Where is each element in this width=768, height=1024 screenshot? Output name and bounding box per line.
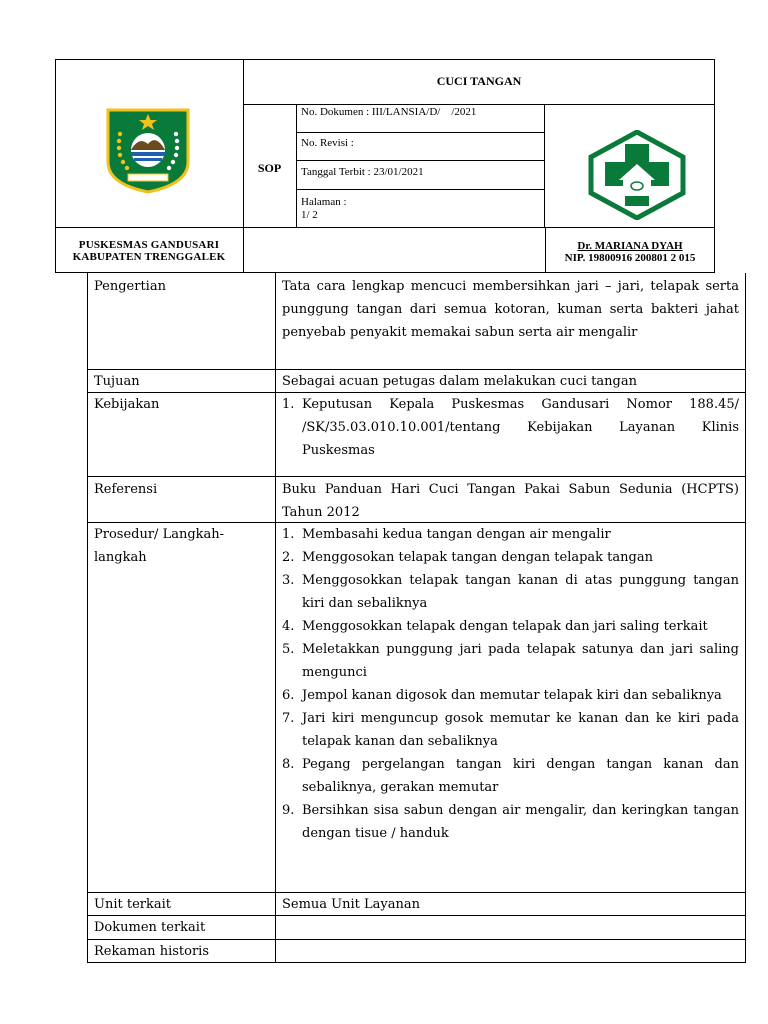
prosedur-step-number: 6. (282, 688, 295, 703)
prosedur-step (282, 753, 739, 799)
referensi-text: Buku Panduan Hari Cuci Tangan Pakai Sabun Sedunia (HCPTS) Tahun 2012 (282, 482, 739, 520)
kebijakan-item (282, 393, 739, 462)
signer-cell (545, 227, 715, 273)
prosedur-step-number: 4. (282, 619, 295, 634)
prosedur-step-number: 9. (282, 803, 295, 818)
prosedur-step-text: Menggosokkan telapak dengan telapak dan jari saling terkait (302, 619, 708, 634)
row-pengertian (87, 273, 746, 370)
signer-nip: NIP. 19800916 200801 2 015 (564, 252, 696, 264)
page-value: 1/ 2 (301, 209, 318, 221)
prosedur-label-line2: langkah (94, 550, 147, 565)
prosedur-step-text: Bersihkan sisa sabun dengan air mengalir, dan keringkan tangan dengan tisue / handuk (302, 803, 739, 841)
prosedur-step-text: Jari kiri menguncup gosok memutar ke kanan dan ke kiri pada telapak kanan dan sebaliknya (302, 711, 739, 749)
regency-crest-logo (104, 104, 192, 194)
prosedur-step (282, 638, 739, 684)
row-tujuan (87, 369, 746, 393)
dokumen-terkait-text (276, 916, 745, 940)
prosedur-step (282, 799, 739, 845)
revision-row (296, 132, 544, 161)
kebijakan-text: Keputusan Kepala Puskesmas Gandusari Nomor 188.45/ /SK/35.03.010.10.001/tentang Kebijakan Layanan Klinis Puskesmas (302, 397, 739, 458)
prosedur-step (282, 523, 739, 546)
prosedur-step-text: Menggosokkan telapak tangan kanan di atas punggung tangan kiri dan sebaliknya (302, 573, 739, 611)
prosedur-step-text: Pegang pergelangan tangan kiri dengan tangan kanan dan sebaliknya, gerakan memutar (302, 757, 739, 795)
org-cell (55, 227, 244, 273)
prosedur-step-number: 3. (282, 573, 295, 588)
pengertian-label: Pengertian (88, 273, 276, 370)
prosedur-step (282, 707, 739, 753)
prosedur-steps-list (282, 523, 739, 845)
issue-date: Tanggal Terbit : 23/01/2021 (301, 166, 424, 178)
prosedur-step (282, 569, 739, 615)
prosedur-step (282, 615, 739, 638)
revision: No. Revisi : (301, 137, 354, 149)
unit-terkait-text: Semua Unit Layanan (282, 897, 420, 912)
doc-number-row (296, 104, 544, 133)
sop-cell (243, 104, 297, 228)
rekaman-historis-label: Rekaman historis (88, 940, 276, 962)
prosedur-label (88, 523, 276, 893)
pengertian-text: Tata cara lengkap mencuci membersihkan jari – jari, telapak serta punggung tangan dari semua kotoran, kuman serta bakteri jahat penyebab penyakit memakai sabun serta air mengalir (282, 279, 739, 340)
doc-info-column (296, 104, 545, 228)
page-label: Halaman : (301, 196, 347, 208)
prosedur-step-text: Membasahi kedua tangan dengan air mengalir (302, 527, 611, 542)
dokumen-terkait-label: Dokumen terkait (88, 916, 276, 940)
document-title: CUCI TANGAN (436, 74, 522, 88)
middle-empty-cell (243, 227, 546, 273)
org-regency: KABUPATEN TRENGGALEK (72, 251, 226, 263)
kebijakan-list (282, 393, 739, 462)
prosedur-step-text: Jempol kanan digosok dan memutar telapak kiri dan sebaliknya (302, 688, 722, 703)
sop-label: SOP (257, 161, 282, 175)
tujuan-text: Sebagai acuan petugas dalam melakukan cuci tangan (282, 374, 637, 389)
prosedur-step-number: 1. (282, 527, 295, 542)
prosedur-step-number: 7. (282, 711, 295, 726)
prosedur-step-text: Meletakkan punggung jari pada telapak satunya dan jari saling mengunci (302, 642, 739, 680)
row-referensi (87, 476, 746, 523)
prosedur-value (276, 523, 745, 893)
prosedur-step-number: 5. (282, 642, 295, 657)
prosedur-step-number: 2. (282, 550, 295, 565)
title-cell (243, 59, 715, 105)
prosedur-step-number: 8. (282, 757, 295, 772)
referensi-label: Referensi (88, 477, 276, 523)
page-row (296, 189, 544, 228)
rekaman-historis-text (276, 940, 745, 962)
prosedur-label-line1: Prosedur/ Langkah- (94, 527, 225, 542)
issue-date-row (296, 160, 544, 190)
row-unit-terkait (87, 892, 746, 916)
unit-terkait-label: Unit terkait (88, 893, 276, 916)
doc-number: No. Dokumen : III/LANSIA/D/ /2021 (301, 106, 477, 118)
tujuan-label: Tujuan (88, 370, 276, 393)
kebijakan-label: Kebijakan (88, 393, 276, 477)
prosedur-step (282, 546, 739, 569)
row-prosedur (87, 522, 746, 893)
row-dokumen-terkait (87, 915, 746, 940)
row-kebijakan (87, 392, 746, 477)
kebijakan-value (276, 393, 745, 477)
prosedur-step (282, 684, 739, 707)
row-rekaman-historis (87, 939, 746, 963)
kebijakan-number: 1. (282, 397, 295, 412)
prosedur-step-text: Menggosokan telapak tangan dengan telapak tangan (302, 550, 653, 565)
puskesmas-logo (587, 130, 687, 220)
org-name: PUSKESMAS GANDUSARI (78, 239, 220, 251)
signer-name: Dr. MARIANA DYAH (577, 240, 683, 252)
